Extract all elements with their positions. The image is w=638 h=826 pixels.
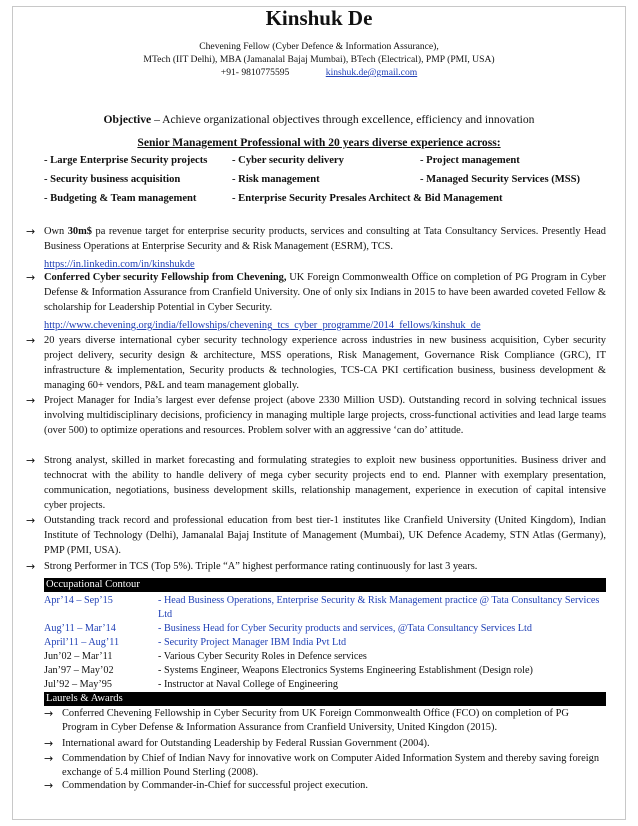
bullet-project-manager: → Project Manager for India’s largest ever defense project (above 2330 Million USD). Outstanding record in solving technical issues involving multidisciplinary decisions, proficiency in managing multiple large projects, cross-functional activities and lead large teams (over 500) to optimize operations and resources. Problem solver with an aggressive ‘can do’ attitude. bbox=[26, 394, 606, 436]
bullet-education: → Outstanding track record and professional education from best tier-1 institutes like Cranfield University (United Kingdom), Indian Institute of Technology (Delhi), Jamanalal Bajaj Institute of Management (Mumbai), UK Defence Academy, STN Atlas (Germany), PMP (PMI, USA). bbox=[26, 514, 606, 556]
occupation-dates: Jan’97 – May’02 bbox=[44, 665, 114, 676]
skill-item: - Project management bbox=[420, 155, 520, 166]
bullet-performer: → Strong Performer in TCS (Top 5%). Triple “A” highest performance rating continuously for last 3 years. bbox=[26, 560, 478, 573]
occupation-dates: April’11 – Aug’11 bbox=[44, 637, 120, 648]
occupation-row bbox=[44, 594, 606, 622]
skill-item: - Enterprise Security Presales Architect & Bid Management bbox=[232, 193, 503, 204]
arrow-bullet-icon: → bbox=[26, 334, 36, 347]
candidate-name: Kinshuk De bbox=[265, 6, 373, 30]
occupation-dates: Apr’14 – Sep’15 bbox=[44, 595, 113, 606]
occupation-dates: Aug’11 – Mar’14 bbox=[44, 623, 116, 634]
occupational-heading: Occupational Contour bbox=[44, 578, 606, 592]
chevening-link[interactable]: http://www.chevening.org/india/fellowships/chevening_tcs_cyber_programme/2014_fellows/kinshuk_de bbox=[44, 320, 481, 331]
objective bbox=[0, 113, 638, 126]
objective-label: Objective bbox=[103, 113, 152, 126]
arrow-bullet-icon: → bbox=[44, 779, 54, 792]
arrow-bullet-icon: → bbox=[44, 752, 54, 765]
arrow-bullet-icon: → bbox=[26, 514, 36, 527]
header-credentials-1: Chevening Fellow (Cyber Defence & Information Assurance), bbox=[199, 41, 439, 52]
skill-item: - Security business acquisition bbox=[44, 174, 181, 185]
award-item: → Commendation by Commander-in-Chief for successful project execution. bbox=[44, 779, 368, 792]
occupation-role: - Security Project Manager IBM India Pvt Ltd bbox=[158, 637, 347, 648]
occupation-dates: Jun’02 – Mar’11 bbox=[44, 651, 113, 662]
objective-text: – Achieve organizational objectives through excellence, efficiency and innovation bbox=[154, 113, 535, 126]
phone-number: +91- 9810775595 bbox=[220, 67, 290, 78]
occupation-role: - Various Cyber Security Roles in Defence services bbox=[158, 651, 367, 662]
occupation-role: - Business Head for Cyber Security products and services, @Tata Consultancy Services Ltd bbox=[158, 623, 532, 634]
skill-item: - Large Enterprise Security projects bbox=[44, 155, 208, 166]
laurels-heading: Laurels & Awards bbox=[44, 692, 606, 706]
occupation-dates: Jul’92 – May’95 bbox=[44, 679, 112, 690]
bullet-revenue: → Own 30m$ pa revenue target for enterprise security products, services and consulting at Tata Consultancy Services. Presently Head Business Operations at Enterprise Security and & Risk Management (ESRM), TCS. https://in.linkedin.com/in/kinshukde bbox=[26, 225, 606, 270]
arrow-bullet-icon: → bbox=[26, 225, 36, 238]
arrow-bullet-icon: → bbox=[26, 560, 36, 573]
summary-heading: Senior Management Professional with 20 years diverse experience across: bbox=[137, 136, 501, 149]
award-item: → Conferred Chevening Fellowship in Cyber Security from UK Foreign Commonwealth Office (FCO) on completion of PG Program in Cyber Defense & Information Assurance from Cranfield University, United Kingdon (2015). bbox=[44, 707, 569, 733]
arrow-bullet-icon: → bbox=[26, 394, 36, 407]
bullet-analyst: → Strong analyst, skilled in market forecasting and formulating strategies to exploit new business opportunities. Business driver and technocrat with the ability to handle delivery of mega cyber security projects end to end. Planner with exemplary presentation, communication, negotiations, business development skills, relationship management, experience in execution of capital intensive cyber projects. bbox=[26, 454, 606, 511]
arrow-bullet-icon: → bbox=[44, 737, 54, 750]
email-link[interactable]: kinshuk.de@gmail.com bbox=[325, 67, 418, 78]
occupation-role: - Head Business Operations, Enterprise Security & Risk Management practice @ Tata Consultancy Services Ltd bbox=[158, 595, 600, 620]
header-credentials-2: MTech (IIT Delhi), MBA (Jamanalal Bajaj Mumbai), BTech (Electrical), PMP (PMI, USA) bbox=[143, 54, 495, 65]
occupation-role: - Instructor at Naval College of Engineering bbox=[158, 679, 338, 690]
award-item: → International award for Outstanding Leadership by Federal Russian Government (2004). bbox=[44, 737, 430, 750]
skill-item: - Risk management bbox=[232, 174, 320, 185]
skill-item: - Cyber security delivery bbox=[232, 155, 344, 166]
arrow-bullet-icon: → bbox=[26, 454, 36, 467]
linkedin-link[interactable]: https://in.linkedin.com/in/kinshukde bbox=[44, 259, 195, 270]
arrow-bullet-icon: → bbox=[26, 271, 36, 284]
award-item: → Commendation by Chief of Indian Navy for innovative work on Computer Aided Information System and thereby saving foreign exchange of 5.4 million Pound Sterling (2008). bbox=[44, 752, 600, 778]
bullet-fellowship: → Conferred Cyber security Fellowship from Chevening, UK Foreign Commonwealth Office on completion of PG Program in Cyber Defense & Information Assurance from Cranfield University. One of only six Indians in 2015 to have been awarded coveted Fellow & scholarship for Leadership Potential in Cyber Security. http://www.chevening.org/india/fellowships/chevening_tcs_cyber_programme/2014_fellows/kinshuk_de bbox=[26, 271, 606, 331]
arrow-bullet-icon: → bbox=[44, 707, 54, 720]
header-contact bbox=[0, 66, 638, 79]
skill-item: - Managed Security Services (MSS) bbox=[420, 174, 581, 185]
bullet-experience: → 20 years diverse international cyber security technology experience across industries in new business acquisition, Cyber security project delivery, security design & architecture, MSS operations, Risk Management, Governance Risk Compliance (GRC), IT infrastructure & implementation, Security products & technologies, TCS-CA PKI certification business, business development & managing 60+ vendors, P&L and team management globally. bbox=[26, 334, 606, 391]
skill-item: - Budgeting & Team management bbox=[44, 193, 197, 204]
occupation-role: - Systems Engineer, Weapons Electronics Systems Engineering Establishment (Design role) bbox=[158, 665, 533, 676]
